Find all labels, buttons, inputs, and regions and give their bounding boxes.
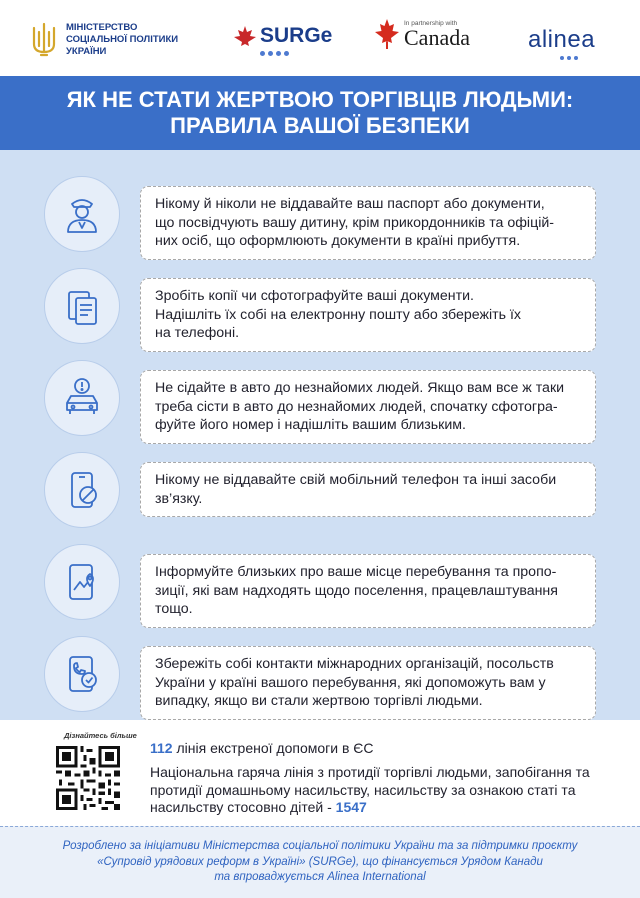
surge-logo — [232, 24, 332, 48]
learn-more-label: Дізнайтесь більше — [64, 731, 137, 740]
alinea-logo — [528, 26, 595, 54]
footer-line: Розроблено за ініціативи Міністерства соціальної політики України та за підтримки проєкту — [62, 840, 578, 853]
rule-line: тощо. — [155, 601, 193, 617]
rule-line: Нікому не віддавайте свій мобільний телефон та інші засоби — [155, 472, 557, 488]
rule-line: треба сісти в авто до незнайомих людей, спочатку сфотогра- — [155, 398, 558, 415]
surge-name: SURGe — [260, 24, 333, 47]
qr-code-icon[interactable] — [56, 746, 120, 810]
rule-line: зв’язку. — [155, 490, 203, 507]
page-subtitle: ПРАВИЛА ВАШОЇ БЕЗПЕКИ — [170, 113, 470, 138]
rule-line: на телефоні. — [155, 325, 240, 341]
title-banner — [0, 76, 640, 150]
footer-line: та впроваджується Alinea International — [214, 871, 426, 884]
eu-hotline-number[interactable]: 112 — [150, 740, 173, 756]
canada-logo — [374, 18, 470, 50]
partnership-label: In partnership with — [404, 19, 458, 27]
contacts-section — [0, 720, 640, 826]
footer-line: «Супровід урядових реформ в Україні» (SURGe), що фінансується Урядом Канади — [97, 855, 543, 868]
rule-line: Нікому й ніколи не віддавайте ваш паспорт або документи, — [155, 196, 545, 212]
canada-maple-icon — [374, 18, 400, 50]
trident-icon — [30, 22, 58, 58]
national-hotline — [150, 764, 610, 817]
rule-line: Зробіть копії чи сфотографуйте ваші документи. — [155, 288, 474, 304]
rule-line: Надішліть їх собі на електронну пошту або збережіть їх — [155, 306, 521, 323]
rule-text — [140, 646, 596, 720]
documents-icon — [44, 268, 120, 344]
rule-item — [0, 354, 640, 446]
rule-item — [0, 262, 640, 354]
surge-dots — [260, 51, 289, 56]
ministry-logo — [30, 22, 186, 58]
header — [0, 0, 640, 76]
car-warning-icon — [44, 360, 120, 436]
rule-text — [140, 554, 596, 628]
alinea-wordmark: alinea — [528, 26, 596, 53]
national-hotline-label: Національна гаряча лінія з протидії торгівлі людьми, запобігання та протидії домашньому насильству, насильству за ознакою статі та насильству стосовно дітей - — [150, 764, 590, 815]
ministry-name — [66, 22, 186, 58]
footer-credits — [0, 826, 640, 898]
rule-text — [140, 462, 596, 517]
rule-line: них осіб, що оформлюють документи в країні прибуття. — [155, 233, 521, 249]
rule-line: випадку, якщо ви стали жертвою торгівлі людьми. — [155, 693, 483, 709]
eu-hotline-label: лінія екстреної допомоги в ЄС — [172, 740, 374, 756]
rule-item — [0, 170, 640, 262]
phone-block-icon — [44, 452, 120, 528]
canada-wordmark: Canada — [404, 24, 470, 50]
officer-icon — [44, 176, 120, 252]
rule-line: фуйте його номер і надішліть вашим близьким. — [155, 417, 466, 433]
rule-item — [0, 538, 640, 630]
eu-hotline — [150, 740, 373, 756]
rule-item — [0, 630, 640, 722]
safety-rules — [0, 150, 640, 720]
rule-line: що посвідчують вашу дитину, крім прикордонників та офіцій- — [155, 214, 555, 231]
rule-text — [140, 370, 596, 444]
rule-item — [0, 446, 640, 538]
national-hotline-number[interactable]: 1547 — [335, 799, 367, 815]
rule-line: зиції, які вам надходять щодо поселення, працевлаштування — [155, 582, 558, 599]
phone-contact-icon — [44, 636, 120, 712]
rule-line: України у країні вашого перебування, які допоможуть вам у — [155, 674, 546, 691]
maple-leaf-icon — [232, 25, 258, 47]
alinea-dots — [560, 56, 578, 60]
rule-line: Інформуйте близьких про ваше місце перебування та пропо- — [155, 564, 557, 580]
rule-line: Збережіть собі контакти міжнародних організацій, посольств — [155, 656, 554, 672]
rule-text — [140, 186, 596, 260]
ministry-line-3: УКРАЇНИ — [66, 46, 107, 57]
rule-text — [140, 278, 596, 352]
phone-location-icon — [44, 544, 120, 620]
page-title: ЯК НЕ СТАТИ ЖЕРТВОЮ ТОРГІВЦІВ ЛЮДЬМИ: — [66, 87, 574, 112]
ministry-line-1: МІНІСТЕРСТВО — [66, 22, 138, 33]
ministry-line-2: СОЦІАЛЬНОЇ ПОЛІТИКИ — [66, 34, 179, 45]
rule-line: Не сідайте в авто до незнайомих людей. Якщо вам все ж таки — [155, 380, 565, 396]
